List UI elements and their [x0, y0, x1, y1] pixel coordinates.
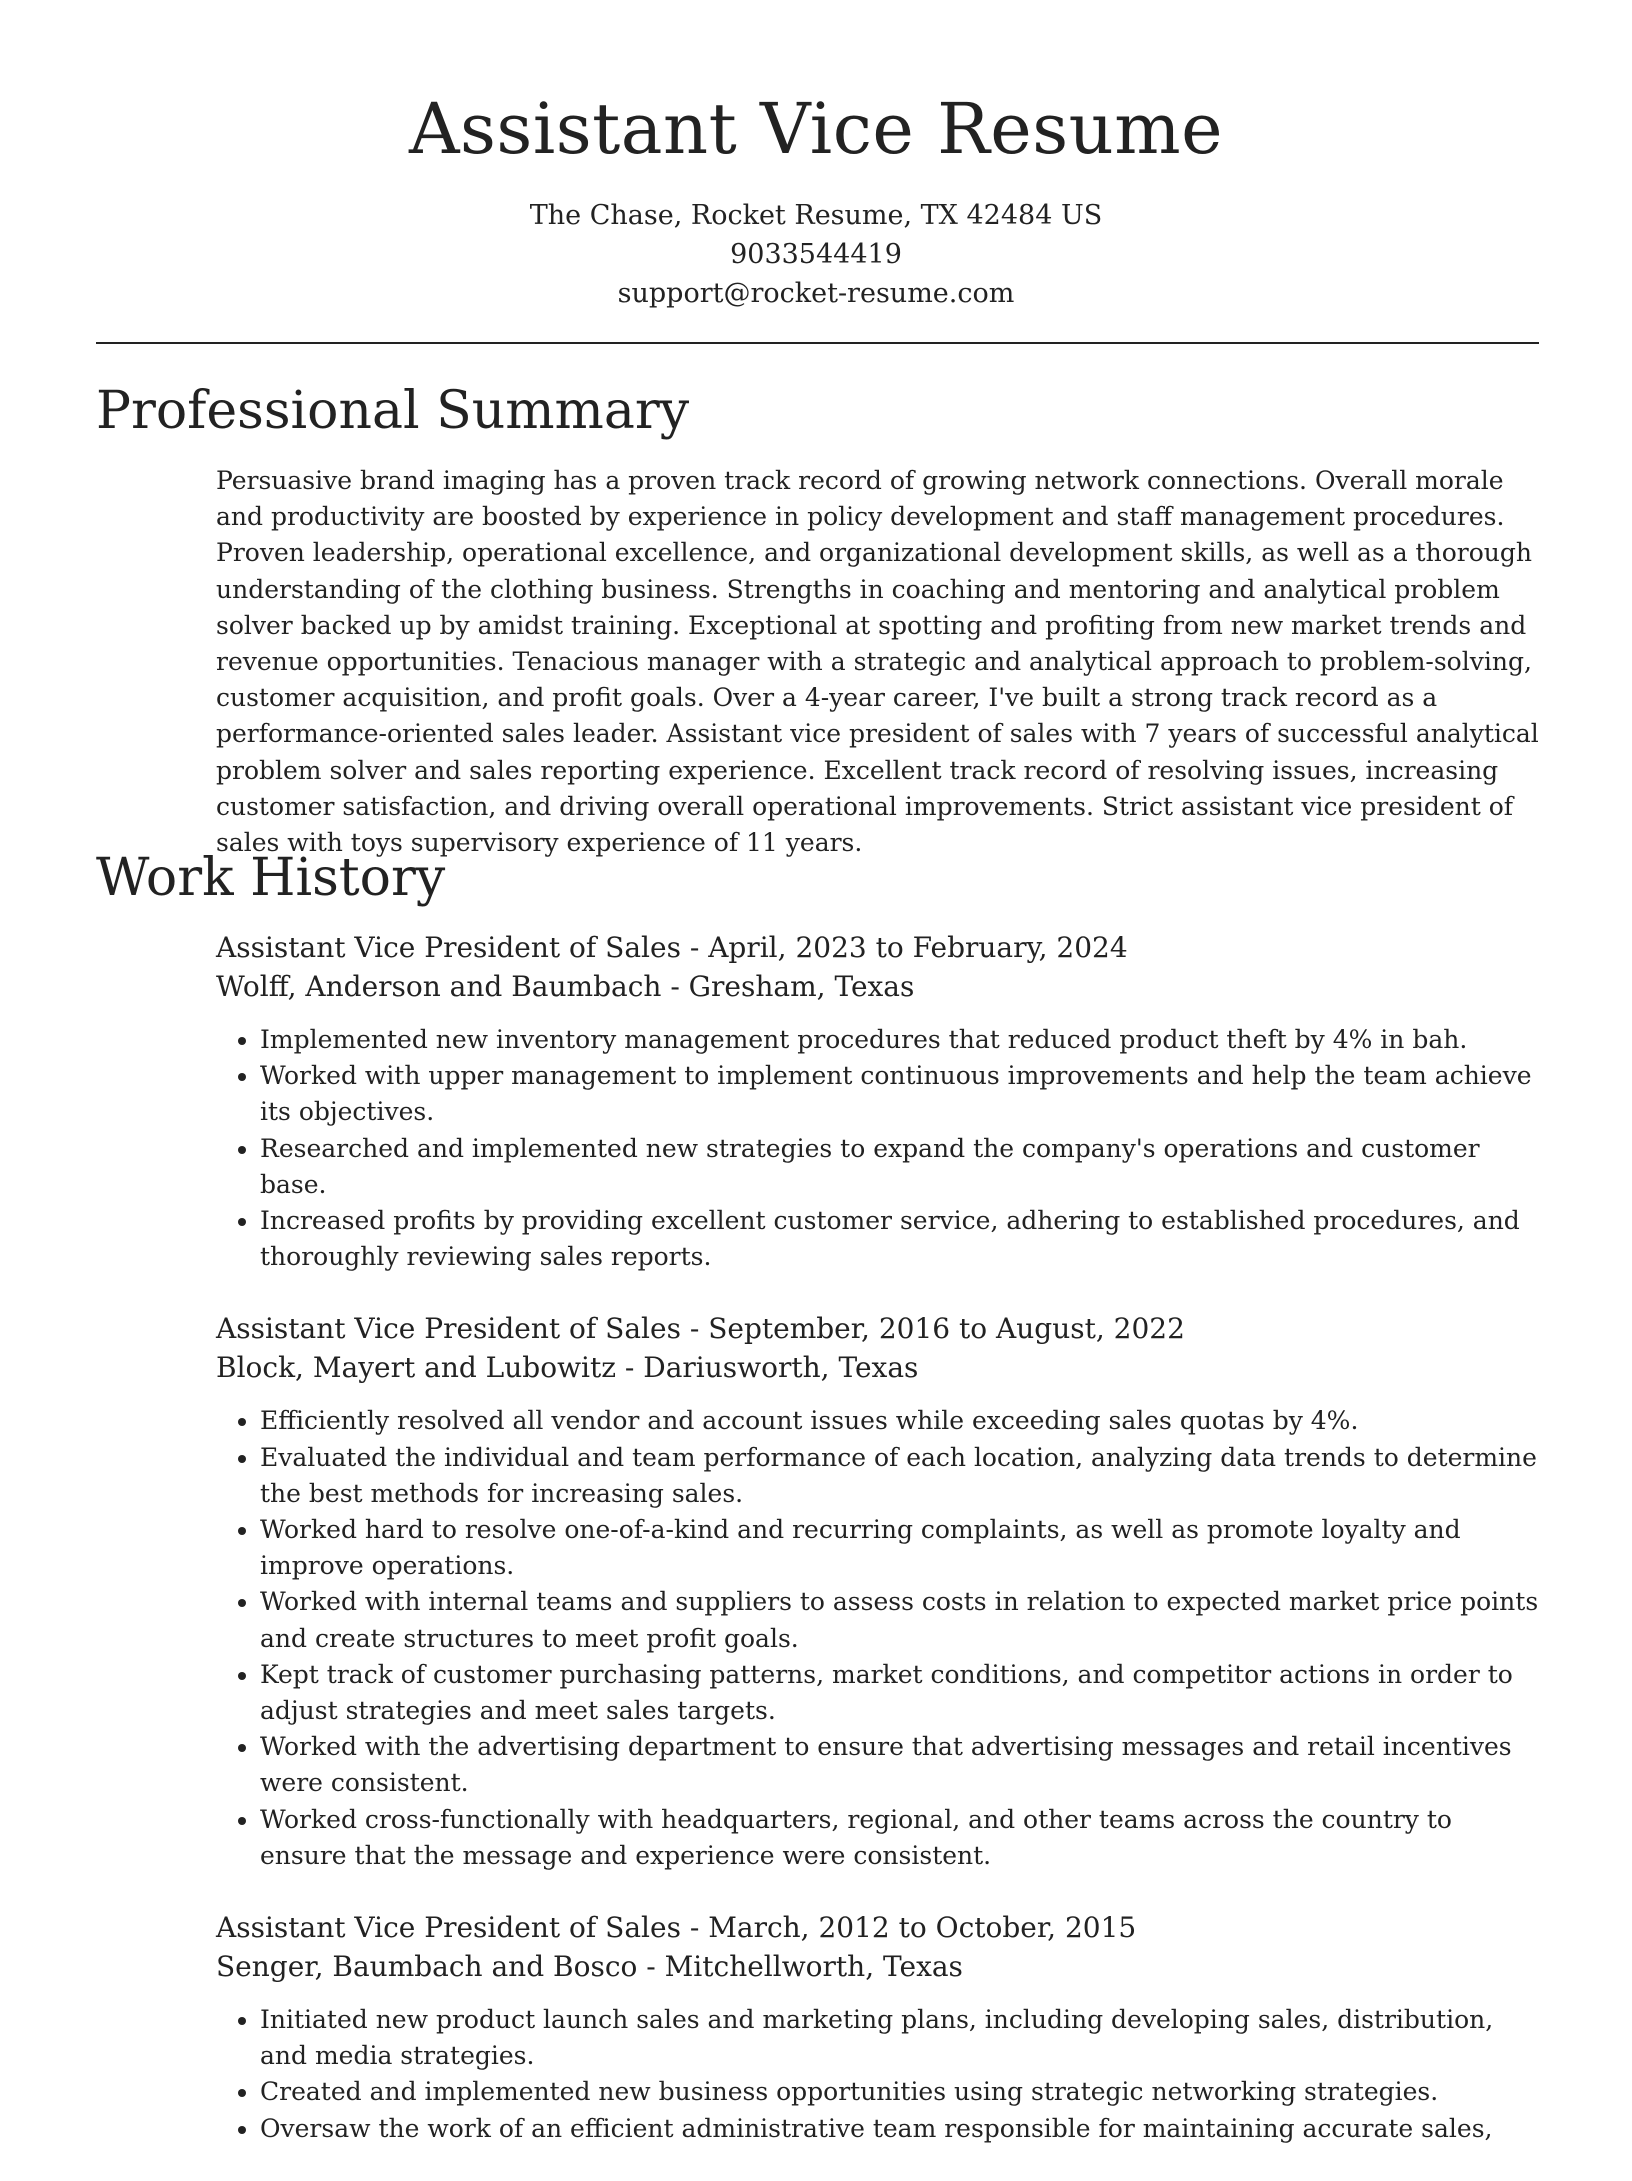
job-bullet: • Worked cross-functionally with headquarters, regional, and other teams across the country to ensure that the message and experience were consistent. — [260, 1802, 1546, 1874]
job-entry — [216, 928, 1546, 1275]
contact-address: The Chase, Rocket Resume, TX 42484 US — [529, 200, 1103, 231]
job-bullet-list — [216, 1022, 1546, 1275]
job-bullet: • Efficiently resolved all vendor and account issues while exceeding sales quotas by 4%. — [260, 1403, 1546, 1439]
resume-name: Assistant Vice Resume — [408, 88, 1224, 170]
header-divider — [96, 342, 1539, 344]
contact-block — [0, 196, 1632, 313]
contact-email: support@rocket-resume.com — [617, 278, 1015, 309]
job-bullet: • Oversaw the work of an efficient administrative team responsible for maintaining accurate sales, — [260, 2111, 1546, 2147]
job-company-line: Block, Mayert and Lubowitz - Dariusworth, Texas — [216, 1351, 919, 1385]
job-role-line: Assistant Vice President of Sales - March, 2012 to October, 2015 — [216, 1911, 1137, 1945]
job-role-line: Assistant Vice President of Sales - April, 2023 to February, 2024 — [216, 931, 1128, 964]
job-entry — [216, 1908, 1546, 2147]
job-bullet-list — [216, 1403, 1546, 1874]
job-bullet: • Worked with upper management to implement continuous improvements and help the team achieve its objectives. — [260, 1058, 1546, 1130]
job-bullet: • Kept track of customer purchasing patterns, market conditions, and competitor actions in order to adjust strategies and meet sales targets. — [260, 1657, 1546, 1729]
job-company-line: Senger, Baumbach and Bosco - Mitchellworth, Texas — [216, 1950, 963, 1984]
contact-phone: 9033544419 — [730, 239, 902, 270]
summary-text: Persuasive brand imaging has a proven track record of growing network connections. Overall morale and productivity are boosted by experience in policy development and staff management procedures. Proven leadership, operational excellence, and organizational development skills, as well as a thorough understanding of the clothing business. Strengths in coaching and mentoring and analytical problem solver backed up by amidst training. Exceptional at spotting and profiting from new market trends and revenue opportunities. Tenacious manager with a strategic and analytical approach to problem-solving, customer acquisition, and profit goals. Over a 4-year career, I've built a strong track record as a performance-oriented sales leader. Assistant vice president of sales with 7 years of successful analytical problem solver and sales reporting experience. Excellent track record of resolving issues, increasing customer satisfaction, and driving overall operational improvements. Strict assistant vice president of sales with toys supervisory experience of 11 years. — [216, 466, 1539, 858]
job-bullet: • Created and implemented new business opportunities using strategic networking strategies. — [260, 2074, 1546, 2110]
job-role-line: Assistant Vice President of Sales - September, 2016 to August, 2022 — [216, 1312, 1185, 1346]
job-bullet: • Worked hard to resolve one-of-a-kind and recurring complaints, as well as promote loyalty and improve operations. — [260, 1512, 1546, 1584]
job-company-line: Wolff, Anderson and Baumbach - Gresham, Texas — [216, 970, 915, 1003]
work-history-heading: Work History — [96, 848, 446, 908]
job-bullet: • Researched and implemented new strategies to expand the company's operations and customer base. — [260, 1131, 1546, 1203]
job-entry — [216, 1309, 1546, 1874]
work-history-list — [216, 928, 1546, 2181]
job-bullet: • Initiated new product launch sales and marketing plans, including developing sales, distribution, and media strategies. — [260, 2002, 1546, 2074]
job-bullet: • Implemented new inventory management procedures that reduced product theft by 4% in bah. — [260, 1022, 1546, 1058]
job-bullet: • Evaluated the individual and team performance of each location, analyzing data trends to determine the best methods for increasing sales. — [260, 1440, 1546, 1512]
job-bullet: • Worked with the advertising department to ensure that advertising messages and retail incentives were consistent. — [260, 1729, 1546, 1801]
job-bullet: • Worked with internal teams and suppliers to assess costs in relation to expected market price points and create structures to meet profit goals. — [260, 1584, 1546, 1656]
job-bullet: • Increased profits by providing excellent customer service, adhering to established procedures, and thoroughly reviewing sales reports. — [260, 1203, 1546, 1275]
summary-heading: Professional Summary — [96, 381, 690, 441]
job-bullet-list — [216, 2002, 1546, 2147]
resume-header — [0, 0, 1632, 313]
